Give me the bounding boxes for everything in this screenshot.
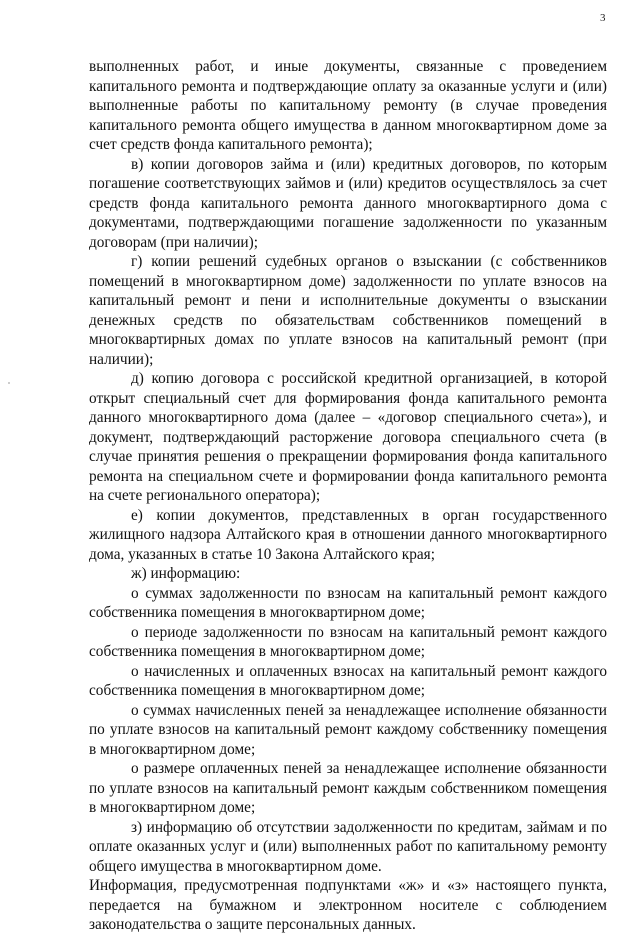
paragraph-item-z: з) информацию об отсутствии задолженности по кредитам, займам и по оплате оказанных услуг и (или) выполненных работ по капитальному ремонту общего имущества в многоквартирном доме.: [89, 818, 607, 875]
paragraph-item-v: в) копии договоров займа и (или) кредитных договоров, по которым погашение соответствующих займов и (или) кредитов осуществлялось за счет средств фонда капитального ремонта данного многоквартирного дома с документами, подтверждающими погашение задолженности по указанным договорам (при наличии);: [89, 155, 607, 251]
paragraph-info-accrued-paid: о начисленных и оплаченных взносах на капитальный ремонт каждого собственника помещения в многоквартирном доме;: [89, 662, 607, 699]
paragraph-info-debt-sums: о суммах задолженности по взносам на капитальный ремонт каждого собственника помещения в многоквартирном доме;: [89, 584, 607, 621]
scan-speck: [8, 382, 10, 384]
paragraph-info-accrued-penalties: о суммах начисленных пеней за ненадлежащее исполнение обязанности по уплате взносов на капитальный ремонт каждому собственнику помещения в многоквартирном доме;: [89, 701, 607, 758]
paragraph-continuation: выполненных работ, и иные документы, связанные с проведением капитального ремонта и подтверждающие оплату за оказанные услуги и (или) выполненные работы по капитальному ремонту (в случае проведения капитального ремонта общего имущества в данном многоквартирном доме за счет средств фонда капитального ремонта);: [89, 58, 607, 153]
paragraph-item-d: д) копию договора с российской кредитной организацией, в которой открыт специальный счет для формирования фонда капитального ремонта данного многоквартирного дома (далее – «договор специального счета»), и документ, подтверждающий расторжение договора специального счета (в случае принятия решения о прекращении формирования фонда капитального ремонта на специальном счете и формировании фонда капитального ремонта на счете регионального оператора);: [89, 370, 607, 504]
page-number: 3: [600, 12, 606, 24]
document-body: [89, 57, 607, 935]
paragraph-item-g: г) копии решений судебных органов о взыскании (с собственников помещений в многоквартирном доме) задолженности по уплате взносов на капитальный ремонт и пени и исполнительные документы о взыскании денежных средств по обязательствам собственников помещений в многоквартирных домах по уплате взносов на капитальный ремонт (при наличии);: [89, 253, 607, 368]
paragraph-item-zh: ж) информацию:: [131, 565, 241, 582]
paragraph-info-paid-penalties: о размере оплаченных пеней за ненадлежащее исполнение обязанности по уплате взносов на капитальный ремонт каждым собственником помещения в многоквартирном доме;: [89, 760, 607, 816]
paragraph-closing-note: Информация, предусмотренная подпунктами «ж» и «з» настоящего пункта, передается на бумажном и электронном носителе с соблюдением законодательства о защите персональных данных.: [89, 877, 607, 933]
paragraph-info-debt-period: о периоде задолженности по взносам на капитальный ремонт каждого собственника помещения в многоквартирном доме;: [89, 623, 607, 660]
paragraph-item-e: е) копии документов, представленных в орган государственного жилищного надзора Алтайского края в отношении данного многоквартирного дома, указанных в статье 10 Закона Алтайского края;: [89, 506, 607, 563]
